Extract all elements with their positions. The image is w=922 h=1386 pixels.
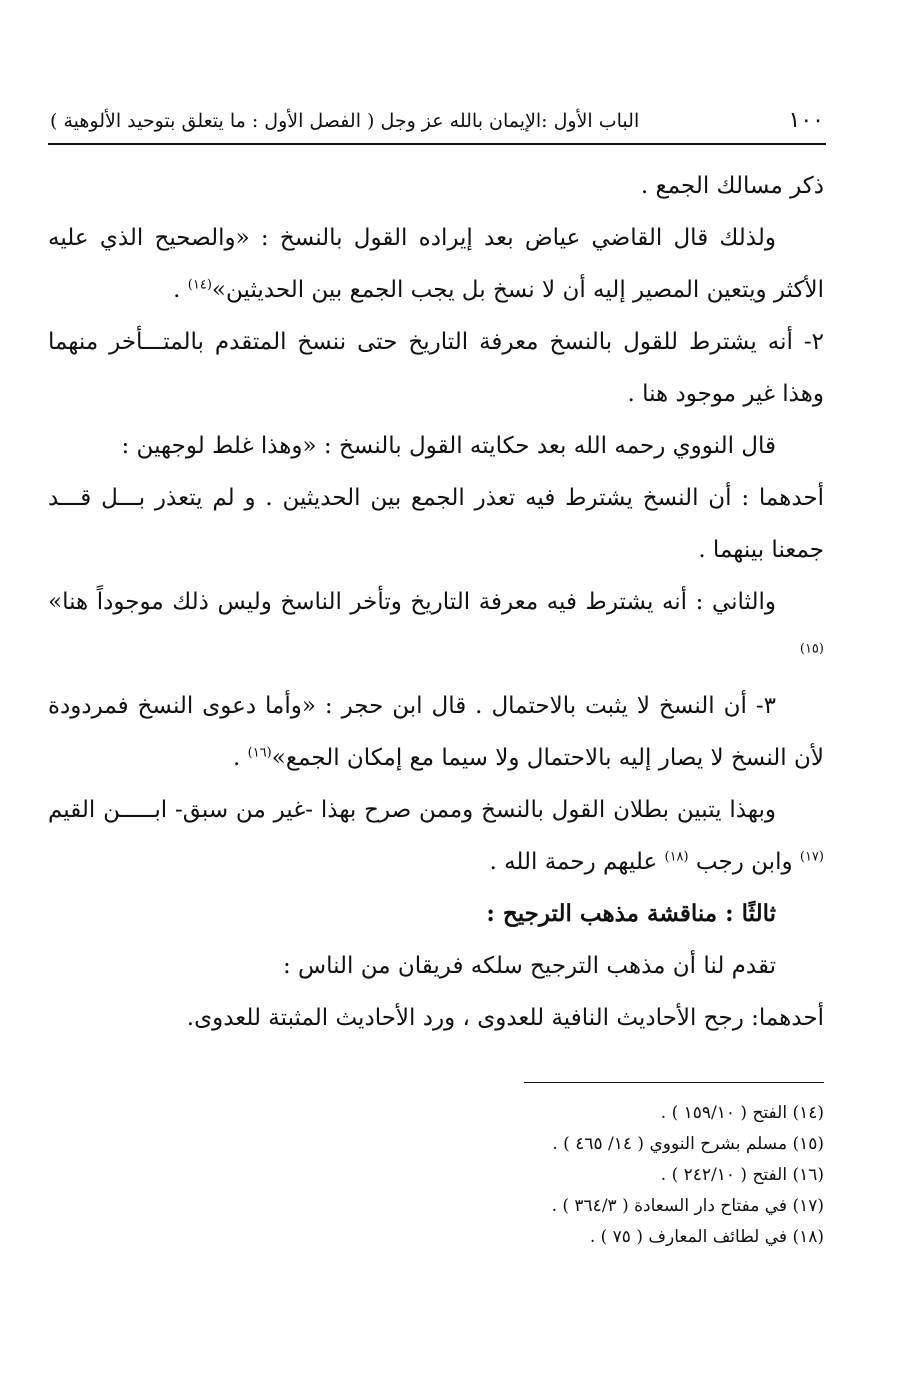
page-header <box>50 104 824 144</box>
main-text <box>48 160 824 1044</box>
footnote-ref-15: (١٥) <box>799 641 824 657</box>
footnote-14: (١٤) الفتح ( ١٥٩/١٠ ) . <box>660 1103 824 1123</box>
page-number: ١٠٠ <box>788 108 824 133</box>
footnote-15: (١٥) مسلم بشرح النووي ( ١٤/ ٤٦٥ ) . <box>552 1134 824 1154</box>
paragraph-3: ٢- أنه يشترط للقول بالنسخ معرفة التاريخ حتى ننسخ المتقدم بالمتـــأخر منهما وهذا غير موجود هنا . <box>48 329 824 407</box>
footnote-ref-17: (١٧) <box>799 849 824 865</box>
footnote-17: (١٧) في مفتاح دار السعادة ( ٣٦٤/٣ ) . <box>551 1196 824 1216</box>
section-heading: ثالثًا : مناقشة مذهب الترجيح : <box>486 900 776 927</box>
footnotes <box>48 1098 824 1253</box>
header-rule <box>48 143 826 145</box>
paragraph-8-text-c: عليهم رحمة الله . <box>489 849 665 875</box>
paragraph-1: ذكر مسالك الجمع . <box>640 173 824 199</box>
paragraph-7 <box>48 680 824 784</box>
footnote-ref-16: (١٦) <box>247 745 272 761</box>
paragraph-2-end: . <box>173 277 188 303</box>
footnote-16: (١٦) الفتح ( ٢٤٢/١٠ ) . <box>660 1165 824 1185</box>
paragraph-6-text: والثاني : أنه يشترط فيه معرفة التاريخ وتأخر الناسخ وليس ذلك موجوداً هنا» <box>48 589 776 615</box>
paragraph-2-text: ولذلك قال القاضي عياض بعد إيراده القول بالنسخ : «والصحيح الذي عليه الأكثر ويتعين المصير إليه أن لا نسخ بل يجب الجمع بين الحديثين» <box>48 225 824 303</box>
paragraph-5: أحدهما : أن النسخ يشترط فيه تعذر الجمع بين الحديثين . و لم يتعذر بـــل قـــد جمعنا بينهما . <box>48 485 824 563</box>
paragraph-7-end: . <box>233 745 248 771</box>
paragraph-4: قال النووي رحمه الله بعد حكايته القول بالنسخ : «وهذا غلط لوجهين : <box>121 433 776 459</box>
paragraph-6 <box>48 576 824 680</box>
paragraph-8-text-b: وابن رجب <box>688 849 800 875</box>
footnote-rule <box>524 1082 824 1083</box>
paragraph-7-text: ٣- أن النسخ لا يثبت بالاحتمال . قال ابن حجر : «وأما دعوى النسخ فمردودة لأن النسخ لا يصار إليه بالاحتمال ولا سيما مع إمكان الجمع» <box>48 693 824 771</box>
paragraph-8-text-a: وبهذا يتبين بطلان القول بالنسخ وممن صرح بهذا -غير من سبق- ابـــــن القيم <box>48 797 776 823</box>
footnote-18: (١٨) في لطائف المعارف ( ٧٥ ) . <box>589 1227 824 1247</box>
paragraph-9: تقدم لنا أن مذهب الترجيح سلكه فريقان من الناس : <box>282 953 776 979</box>
paragraph-2 <box>48 212 824 316</box>
footnote-ref-18: (١٨) <box>664 849 689 865</box>
paragraph-8 <box>48 784 824 888</box>
paragraph-10: أحدهما: رجح الأحاديث النافية للعدوى ، ورد الأحاديث المثبتة للعدوى. <box>186 1005 824 1031</box>
footnote-ref-14: (١٤) <box>187 277 212 293</box>
running-head: الباب الأول :الإيمان بالله عز وجل ( الفصل الأول : ما يتعلق بتوحيد الألوهية ) <box>50 110 640 132</box>
